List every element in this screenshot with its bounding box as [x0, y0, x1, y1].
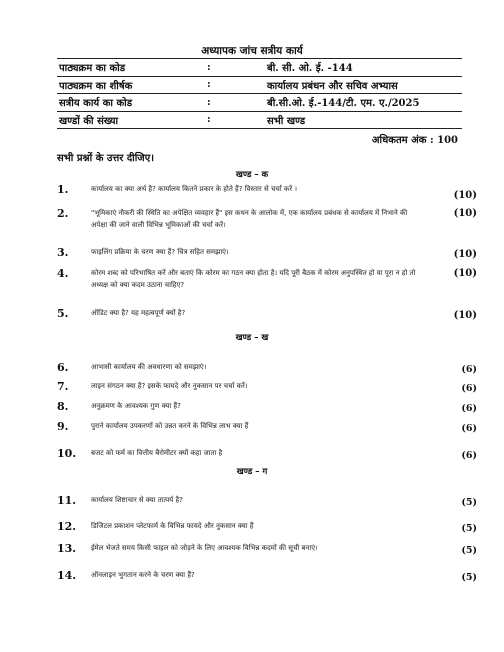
question-marks: (10): [453, 310, 477, 321]
question-number: 13.: [57, 542, 77, 555]
question-marks: (5): [461, 523, 477, 534]
info-colon: :: [207, 114, 211, 126]
question-number: 14.: [57, 569, 77, 582]
question-marks: (10): [453, 208, 477, 219]
question-text: अनुक्रमण के आवश्यक गुण क्या हैं?: [91, 402, 181, 410]
info-value: बी. सी. ओ. ई. -144: [267, 63, 353, 75]
question-text: "भूमिकाएं नौकरी की स्थिति का अपेक्षित व्यवहार हैं" इस कथन के आलोक में, एक कार्यालय प्रबंधक से कार्यालय में निभाने की अपेक्षा की जाने वाली विभिन्न भूमिकाओं की चर्चा करें।: [91, 209, 408, 229]
question-text: डिजिटल प्रकाशन प्लेटफार्म के विभिन्न फायदे और नुकसान क्या हैं: [91, 522, 254, 530]
question-number: 1.: [57, 183, 69, 196]
question-text: आभासी कार्यालय की अवधारणा को समझाएं।: [91, 363, 207, 371]
question-number: 12.: [57, 520, 77, 533]
info-label: खण्डों की संख्या: [59, 115, 119, 127]
section-heading-b: खण्ड – ख: [235, 333, 269, 343]
question-marks: (5): [461, 497, 477, 508]
course-info-table: [57, 58, 462, 129]
info-value: सभी खण्ड: [267, 115, 306, 127]
question-number: 4.: [57, 267, 69, 280]
info-row-course-title: [57, 77, 462, 95]
question-text: पुराने कार्यालय उपकरणों को उन्नत करने के विभिन्न लाभ क्या हैं: [91, 422, 249, 430]
question-number: 10.: [57, 447, 77, 460]
question-number: 3.: [57, 246, 69, 259]
question-text: ईमेल भेजते समय किसी फाइल को जोड़ने के लिए आवश्यक विभिन्न कदमों की सूची बनाएं।: [91, 544, 318, 552]
question-text: लाइन संगठन क्या है? इसके फायदे और नुकसान पर चर्चा करें।: [91, 382, 248, 390]
question-text: कोरम शब्द को परिभाषित करें और बताएं कि कोरम का गठन क्या होता है। यदि पूरी बैठक में कोरम अनुपस्थित हो या पूरा न हो तो अध्यक्ष को क्या कदम उठाना चाहिए?: [91, 269, 416, 289]
info-value: कार्यालय प्रबंधन और सचिव अभ्यास: [267, 80, 398, 92]
question-text: कार्यालय का क्या अर्थ है? कार्यालय कितने प्रकार के होते हैं? विस्तार से चर्चा करें ।: [91, 185, 298, 193]
question-number: 8.: [57, 400, 69, 413]
question-number: 2.: [57, 207, 69, 220]
question-marks: (6): [461, 364, 477, 375]
question-marks: (5): [461, 572, 477, 583]
info-row-course-code: [57, 58, 462, 77]
info-label: पाठ्यक्रम का कोड: [59, 63, 126, 75]
section-heading-c: खण्ड – ग: [236, 467, 268, 477]
question-marks: (6): [461, 450, 477, 461]
question-text: ऑडिट क्या है? यह महत्वपूर्ण क्यों है?: [91, 309, 186, 317]
info-row-blocks: [57, 112, 462, 130]
info-colon: :: [207, 79, 211, 91]
page-title: अध्यापक जांच सत्रीय कार्य: [201, 45, 303, 57]
question-number: 6.: [57, 361, 69, 374]
question-marks: (5): [461, 545, 477, 556]
max-marks: अधिकतम अंक : 100: [371, 135, 458, 146]
info-colon: :: [207, 96, 211, 108]
question-text: फाइलिंग प्रक्रिया के चरण क्या हैं? चित्र सहित समझाएं।: [91, 248, 229, 256]
question-text: बजट को फर्म का वित्तीय बैरोमीटर क्यों कहा जाता है: [91, 449, 223, 457]
info-label: पाठ्यक्रम का शीर्षक: [59, 80, 133, 92]
instruction: सभी प्रश्नों के उत्तर दीजिए।: [57, 153, 155, 164]
question-number: 7.: [57, 380, 69, 393]
question-number: 11.: [57, 494, 77, 507]
info-colon: :: [207, 61, 211, 73]
info-label: सत्रीय कार्य का कोड: [59, 98, 133, 110]
question-text: कार्यालय शिष्टाचार से क्या तात्पर्य है?: [91, 496, 183, 504]
question-marks: (10): [453, 190, 477, 201]
info-value: बी.सी.ओ. ई.-144/टी. एम. ए./2025: [267, 98, 420, 110]
question-number: 9.: [57, 420, 69, 433]
question-marks: (10): [453, 268, 477, 279]
question-marks: (10): [453, 249, 477, 260]
question-text: ऑनलाइन भुगतान करने के चरण क्या हैं?: [91, 571, 195, 579]
question-marks: (6): [461, 423, 477, 434]
question-marks: (6): [461, 383, 477, 394]
question-number: 5.: [57, 307, 69, 320]
section-heading-a: खण्ड – क: [235, 170, 269, 180]
question-marks: (6): [461, 403, 477, 414]
info-row-assignment-code: [57, 94, 462, 112]
